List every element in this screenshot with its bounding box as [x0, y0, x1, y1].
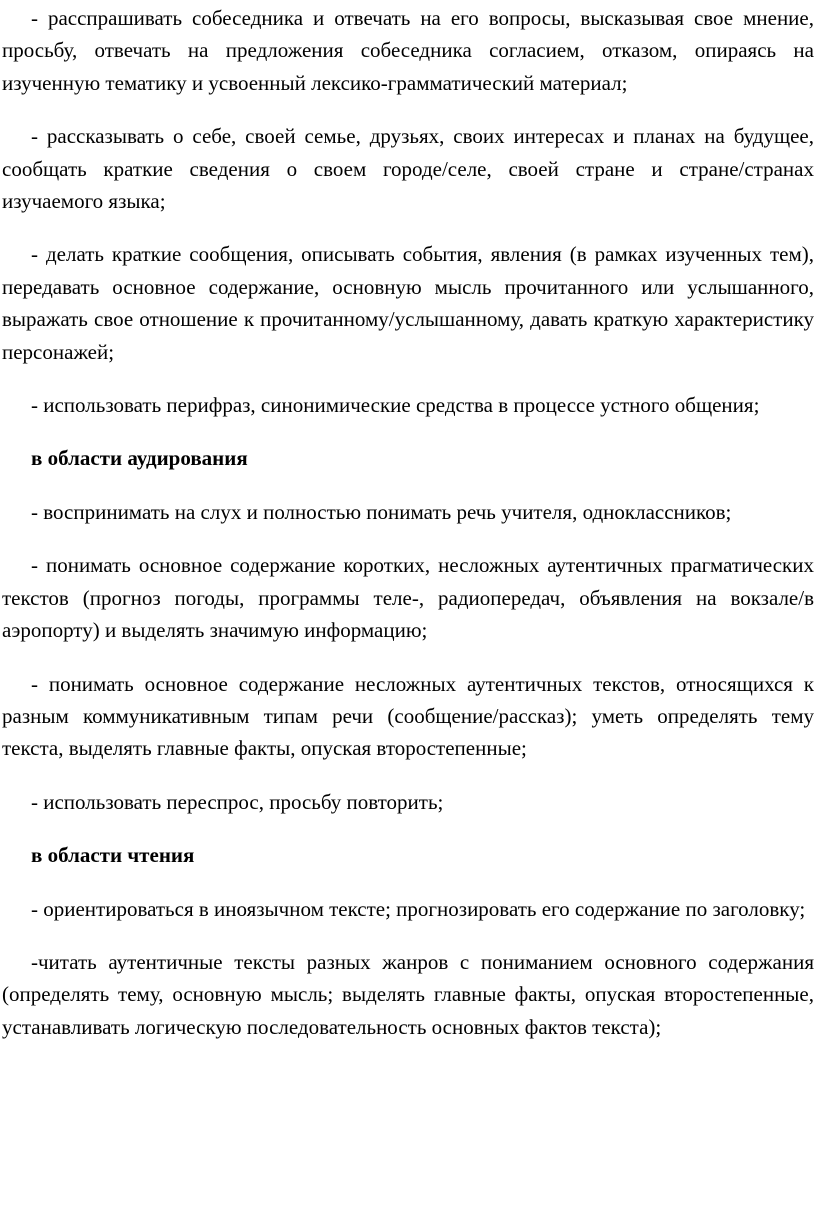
list-item-short-reports: - делать краткие сообщения, описывать события, явления (в рамках изученных тем), передавать основное содержание, основную мысль прочитанного или услышанного, выражать свое отношение к прочитанному/услышанному, давать краткую характеристику персонажей; [2, 242, 814, 364]
section-heading-reading: в области чтения [31, 843, 195, 868]
section-heading-listening: в области аудирования [31, 446, 248, 471]
list-item-tell-about-self: - рассказывать о себе, своей семье, друзьях, своих интересах и планах на будущее, сообщать краткие сведения о своем городе/селе, своей стране и стране/странах изучаемого языка; [2, 124, 814, 214]
list-item-pragmatic-texts: - понимать основное содержание коротких, несложных аутентичных прагматических текстов (прогноз погоды, программы теле-, радиопередач, объявления на вокзале/в аэропорту) и выделять значимую информацию; [2, 553, 814, 643]
list-item-understand-speech: - воспринимать на слух и полностью понимать речь учителя, одноклассников; [31, 499, 732, 524]
list-item-authentic-texts: - понимать основное содержание несложных аутентичных текстов, относящихся к разным коммуникативным типам речи (сообщение/рассказ); уметь определять тему текста, выделять главные факты, опуская второстепенные; [2, 671, 814, 761]
list-item-orient-in-text: - ориентироваться в иноязычном тексте; прогнозировать его содержание по заголовку; [31, 896, 806, 921]
list-item-read-authentic: -читать аутентичные тексты разных жанров с пониманием основного содержания (определять тему, основную мысль; выделять главные факты, опуская второстепенные, устанавливать логическую последовательность основных фактов текста); [2, 949, 814, 1039]
list-item-ask-repeat: - использовать переспрос, просьбу повторить; [31, 789, 444, 814]
list-item-paraphrase: - использовать перифраз, синонимические средства в процессе устного общения; [31, 393, 760, 418]
list-item-ask-questions: - расспрашивать собеседника и отвечать на его вопросы, высказывая свое мнение, просьбу, отвечать на предложения собеседника согласием, отказом, опираясь на изученную тематику и усвоенный лексико-грамматический материал; [2, 6, 814, 95]
